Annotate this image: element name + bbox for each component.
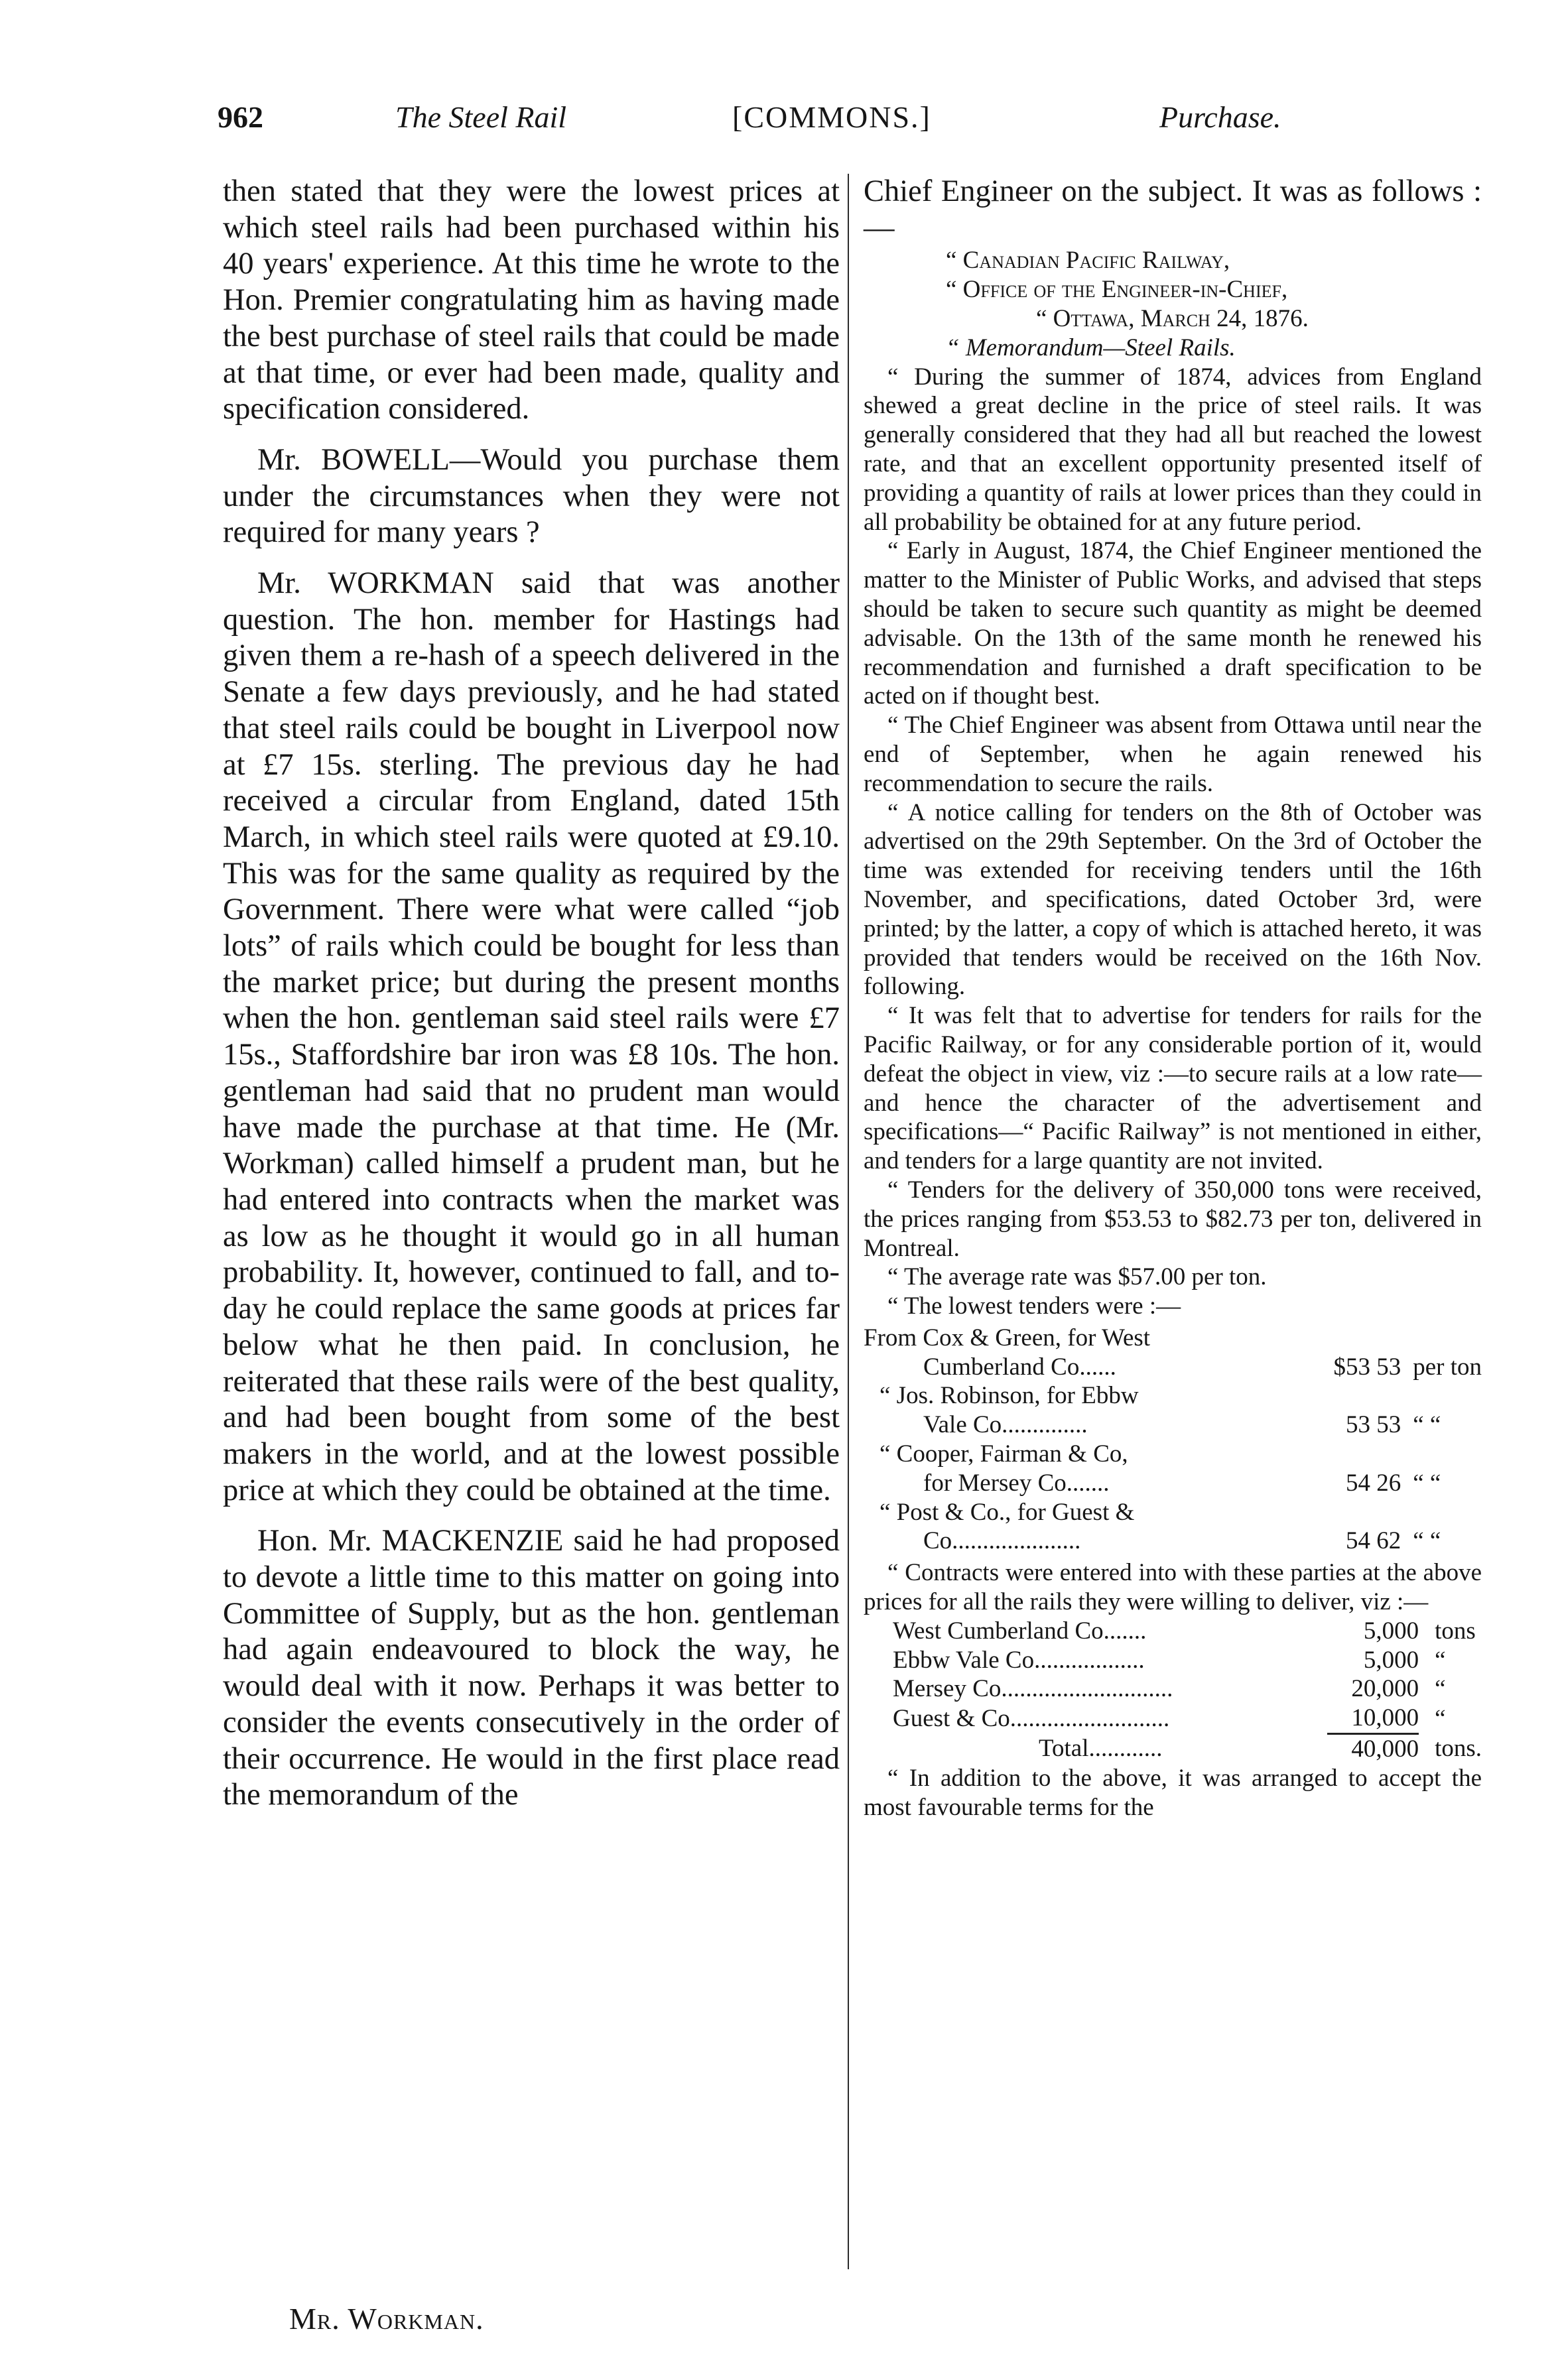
tender-name: “ Post & Co., for Guest & xyxy=(879,1498,1135,1526)
tender-price: $53 53 xyxy=(1333,1353,1401,1381)
contracts-paragraph: “ Contracts were entered into with these parties at the above prices for all the rails they were willing to deliver, viz :— xyxy=(864,1559,1482,1616)
page-header xyxy=(218,99,1332,146)
tenders-table xyxy=(864,1324,1482,1556)
table-row xyxy=(864,1381,1482,1410)
total-value: 40,000 xyxy=(1327,1734,1419,1764)
memo-paragraph: “ A notice calling for tenders on the 8th of October was advertised on the 29th September. On the 3rd of October the time was extended for receiving tenders until the 16th November, and specifications, dated October 3rd, were printed; by the latter, a copy of which is attached hereto, it was provided that tenders would be received on the 16th Nov. following. xyxy=(864,798,1482,1001)
quantities-table xyxy=(893,1617,1482,1764)
quantity-company: Guest & Co.......................... xyxy=(893,1705,1170,1732)
tender-price: 54 62 xyxy=(1345,1527,1401,1555)
quantity-value: 20,000 xyxy=(1351,1675,1419,1703)
tender-name: “ Cooper, Fairman & Co, xyxy=(879,1440,1128,1468)
tender-company: Co..................... xyxy=(923,1527,1081,1555)
quantity-company: Ebbw Vale Co.................. xyxy=(893,1646,1145,1674)
quantity-unit: tons xyxy=(1435,1617,1476,1645)
table-row xyxy=(864,1353,1482,1382)
house-label: [COMMONS.] xyxy=(732,100,931,134)
memo-paragraph: “ It was felt that to advertise for tenders for rails for the Pacific Railway, or for any considerable portion of it, would defeat the object in view, viz :—to secure rails at a low rate—and hence the character of the advertisement and specifications—“ Pacific Railway” is not mentioned in either, and tenders for a large quantity are not invited. xyxy=(864,1002,1482,1175)
paragraph: Hon. Mr. MACKENZIE said he had proposed to devote a little time to this matter on going into Committee of Supply, but as the hon. gentleman had again endeavoured to block the way, he would deal with it now. Perhaps it was better to consider the events consecutively in the order of their occurrence. He would in the first place read the memorandum of the xyxy=(223,1524,840,1812)
column-divider xyxy=(848,174,849,2269)
tender-company: for Mersey Co....... xyxy=(923,1469,1110,1497)
quantity-company: West Cumberland Co....... xyxy=(893,1617,1147,1645)
tender-price: 53 53 xyxy=(1345,1411,1401,1439)
tender-price: 54 26 xyxy=(1345,1469,1401,1497)
total-unit: tons. xyxy=(1435,1735,1482,1763)
office-line: “ Office of the Engineer-in-Chief, xyxy=(946,276,1288,304)
paragraph: Mr. WORKMAN said that was another question. The hon. member for Hastings had given them a re-hash of a speech delivered in the Senate a few days previously, and he had stated that steel rails could be bought in Liverpool now at £7 15s. sterling. The previous day he had received a circular from England, dated 15th March, in which steel rails were quoted at £9.10. This was for the same quality as required by the Government. There were what were called “job lots” of rails which could be bought for less than the market price; but during the present months when the hon. gentleman said steel rails were £7 15s., Staffordshire bar iron was £8 10s. The hon. gentleman had said that no prudent man would have made the purchase at that time. He (Mr. Workman) called himself a prudent man, but he had entered into contracts when the market was as low as he thought it would go in all human probability. It, however, continued to fall, and to-day he could replace the same goods at prices far below what he then paid. In conclusion, he reiterated that these rails were of the best quality, and had been bought from some of the best makers in the world, and at the lowest possible price at which they could be obtained at the time. xyxy=(223,566,840,1507)
closing-paragraph: “ In addition to the above, it was arranged to accept the most favourable terms for the xyxy=(864,1764,1482,1821)
memo-paragraph: “ Early in August, 1874, the Chief Engineer mentioned the matter to the Minister of Public Works, and advised that steps should be taken to secure such quantity as might be deemed advisable. On the 13th of the same month he renewed his recommendation and furnished a draft specification to be acted on if thought best. xyxy=(864,537,1482,710)
org-line: “ Canadian Pacific Railway, xyxy=(946,247,1230,275)
memo-paragraph: “ The lowest tenders were :— xyxy=(887,1292,1181,1320)
table-row xyxy=(864,1410,1482,1440)
memo-paragraph: “ The average rate was $57.00 per ton. xyxy=(887,1263,1267,1291)
quantity-unit: “ xyxy=(1435,1646,1446,1674)
tender-name: From Cox & Green, for West xyxy=(864,1324,1151,1351)
running-title: The Steel Rail xyxy=(395,100,567,134)
quantity-value: 5,000 xyxy=(1363,1646,1419,1674)
intro-text: Chief Engineer on the subject. It was as follows :— xyxy=(864,174,1482,245)
table-row xyxy=(893,1617,1482,1646)
tender-company: Vale Co.............. xyxy=(923,1411,1088,1439)
total-label: Total............ xyxy=(1039,1735,1163,1763)
memo-paragraph: “ During the summer of 1874, advices from England shewed a great decline in the price of steel rails. It was generally considered that they had all but reached the lowest rate, and that an excellent opportunity presented itself of providing a quantity of rails at lower prices than they could in all probability be obtained for at any future period. xyxy=(864,363,1482,536)
quantity-unit: “ xyxy=(1435,1705,1446,1732)
table-row-total xyxy=(893,1734,1482,1764)
tender-name: “ Jos. Robinson, for Ebbw xyxy=(879,1382,1139,1410)
table-row xyxy=(864,1469,1482,1498)
tender-unit: per ton xyxy=(1413,1353,1482,1381)
quantity-value: 5,000 xyxy=(1363,1617,1419,1645)
left-column xyxy=(223,174,840,1814)
table-row xyxy=(893,1646,1482,1675)
tender-company: Cumberland Co...... xyxy=(923,1353,1116,1381)
catchword-footer: Mr. Workman. xyxy=(289,2302,484,2336)
memo-paragraph: “ Tenders for the delivery of 350,000 tons were received, the prices ranging from $53.53 to $82.73 per ton, delivered in Montreal. xyxy=(864,1176,1482,1262)
dateline: “ Ottawa, March 24, 1876. xyxy=(1036,305,1309,332)
quantity-unit: “ xyxy=(1435,1675,1446,1703)
page-number: 962 xyxy=(218,100,263,134)
memo-paragraph: “ The Chief Engineer was absent from Ottawa until near the end of September, when he again renewed his recommendation to secure the rails. xyxy=(864,712,1482,797)
section-label: Purchase. xyxy=(1159,100,1281,134)
table-row xyxy=(864,1440,1482,1469)
table-row xyxy=(864,1498,1482,1527)
table-row xyxy=(864,1527,1482,1556)
table-row xyxy=(893,1704,1482,1733)
paragraph: Mr. BOWELL—Would you purchase them under the circumstances when they were not required for many years ? xyxy=(223,442,840,550)
paragraph: then stated that they were the lowest prices at which steel rails had been purchased within his 40 years' experience. At this time he wrote to the Hon. Premier congratulating him as having made the best purchase of steel rails that could be made at that time, or ever had been made, quality and specification considered. xyxy=(223,174,840,426)
quantity-value: 10,000 xyxy=(1351,1704,1419,1732)
tender-unit: “ “ xyxy=(1413,1527,1441,1555)
tender-unit: “ “ xyxy=(1413,1411,1441,1439)
table-row xyxy=(893,1674,1482,1704)
memo-title: “ Memorandum—Steel Rails. xyxy=(946,334,1236,361)
right-column xyxy=(864,174,1482,1822)
table-row xyxy=(864,1324,1482,1353)
quantity-company: Mersey Co............................ xyxy=(893,1675,1173,1703)
tender-unit: “ “ xyxy=(1413,1469,1441,1497)
